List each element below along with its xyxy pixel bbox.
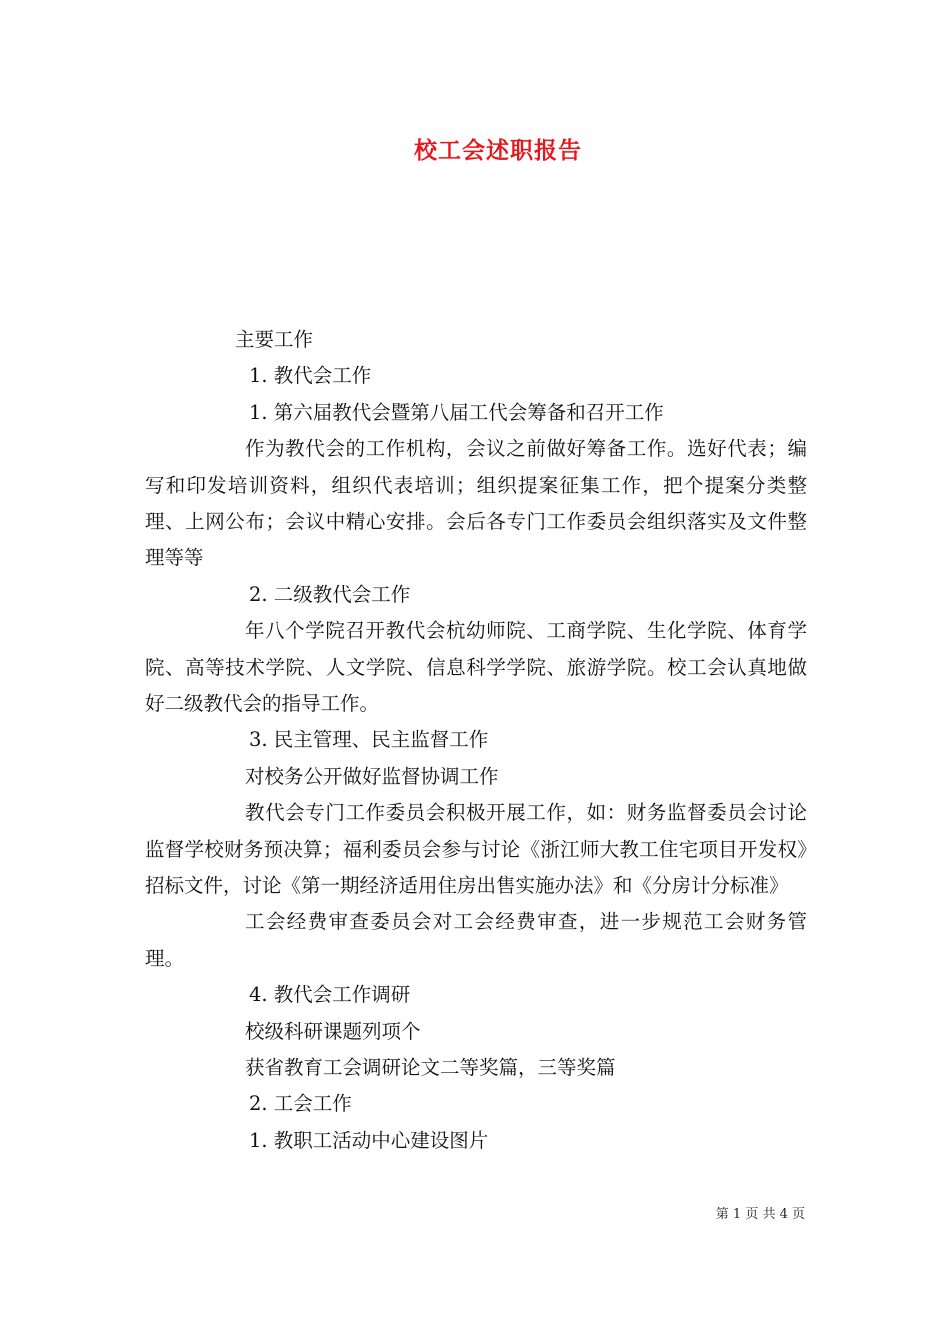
document-title: 校工会述职报告 xyxy=(414,137,582,164)
paragraph-5: 工会经费审查委员会对工会经费审查，进一步规范工会财务管理。 xyxy=(145,910,807,970)
subsection-heading-1-3: 3. 民主管理、民主监督工作 xyxy=(249,728,489,752)
paragraph-3: 对校务公开做好监督协调工作 xyxy=(245,764,499,788)
section-heading-2: 2. 工会工作 xyxy=(249,1092,352,1116)
document-body xyxy=(145,322,807,1159)
subsection-heading-1-4: 4. 教代会工作调研 xyxy=(249,983,411,1007)
section-heading-main: 主要工作 xyxy=(235,328,314,351)
paragraph-2: 年八个学院召开教代会杭幼师院、工商学院、生化学院、体育学院、高等技术学院、人文学院、信息科学学院、旅游学院。校工会认真地做好二级教代会的指导工作。 xyxy=(145,619,807,715)
subsection-heading-1-1: 1. 第六届教代会暨第八届工代会筹备和召开工作 xyxy=(249,400,664,424)
subsection-heading-2-1: 1. 教职工活动中心建设图片 xyxy=(249,1128,489,1152)
subsection-heading-1-2: 2. 二级教代会工作 xyxy=(249,582,411,606)
page-number: 第 1 页 共 4 页 xyxy=(715,1207,805,1222)
paragraph-1: 作为教代会的工作机构，会议之前做好筹备工作。选好代表；编写和印发培训资料，组织代表培训；组织提案征集工作，把个提案分类整理、上网公布；会议中精心安排。会后各专门工作委员会组织落实及文件整理等等 xyxy=(145,437,807,570)
paragraph-4: 教代会专门工作委员会积极开展工作，如：财务监督委员会讨论监督学校财务预决算；福利委员会参与讨论《浙江师大教工住宅项目开发权》招标文件，讨论《第一期经济适用住房出售实施办法》和《分房计分标准》 xyxy=(145,801,807,897)
paragraph-7: 获省教育工会调研论文二等奖篇，三等奖篇 xyxy=(245,1056,616,1079)
paragraph-6: 校级科研课题列项个 xyxy=(245,1019,421,1043)
section-heading-1: 1. 教代会工作 xyxy=(249,364,372,388)
